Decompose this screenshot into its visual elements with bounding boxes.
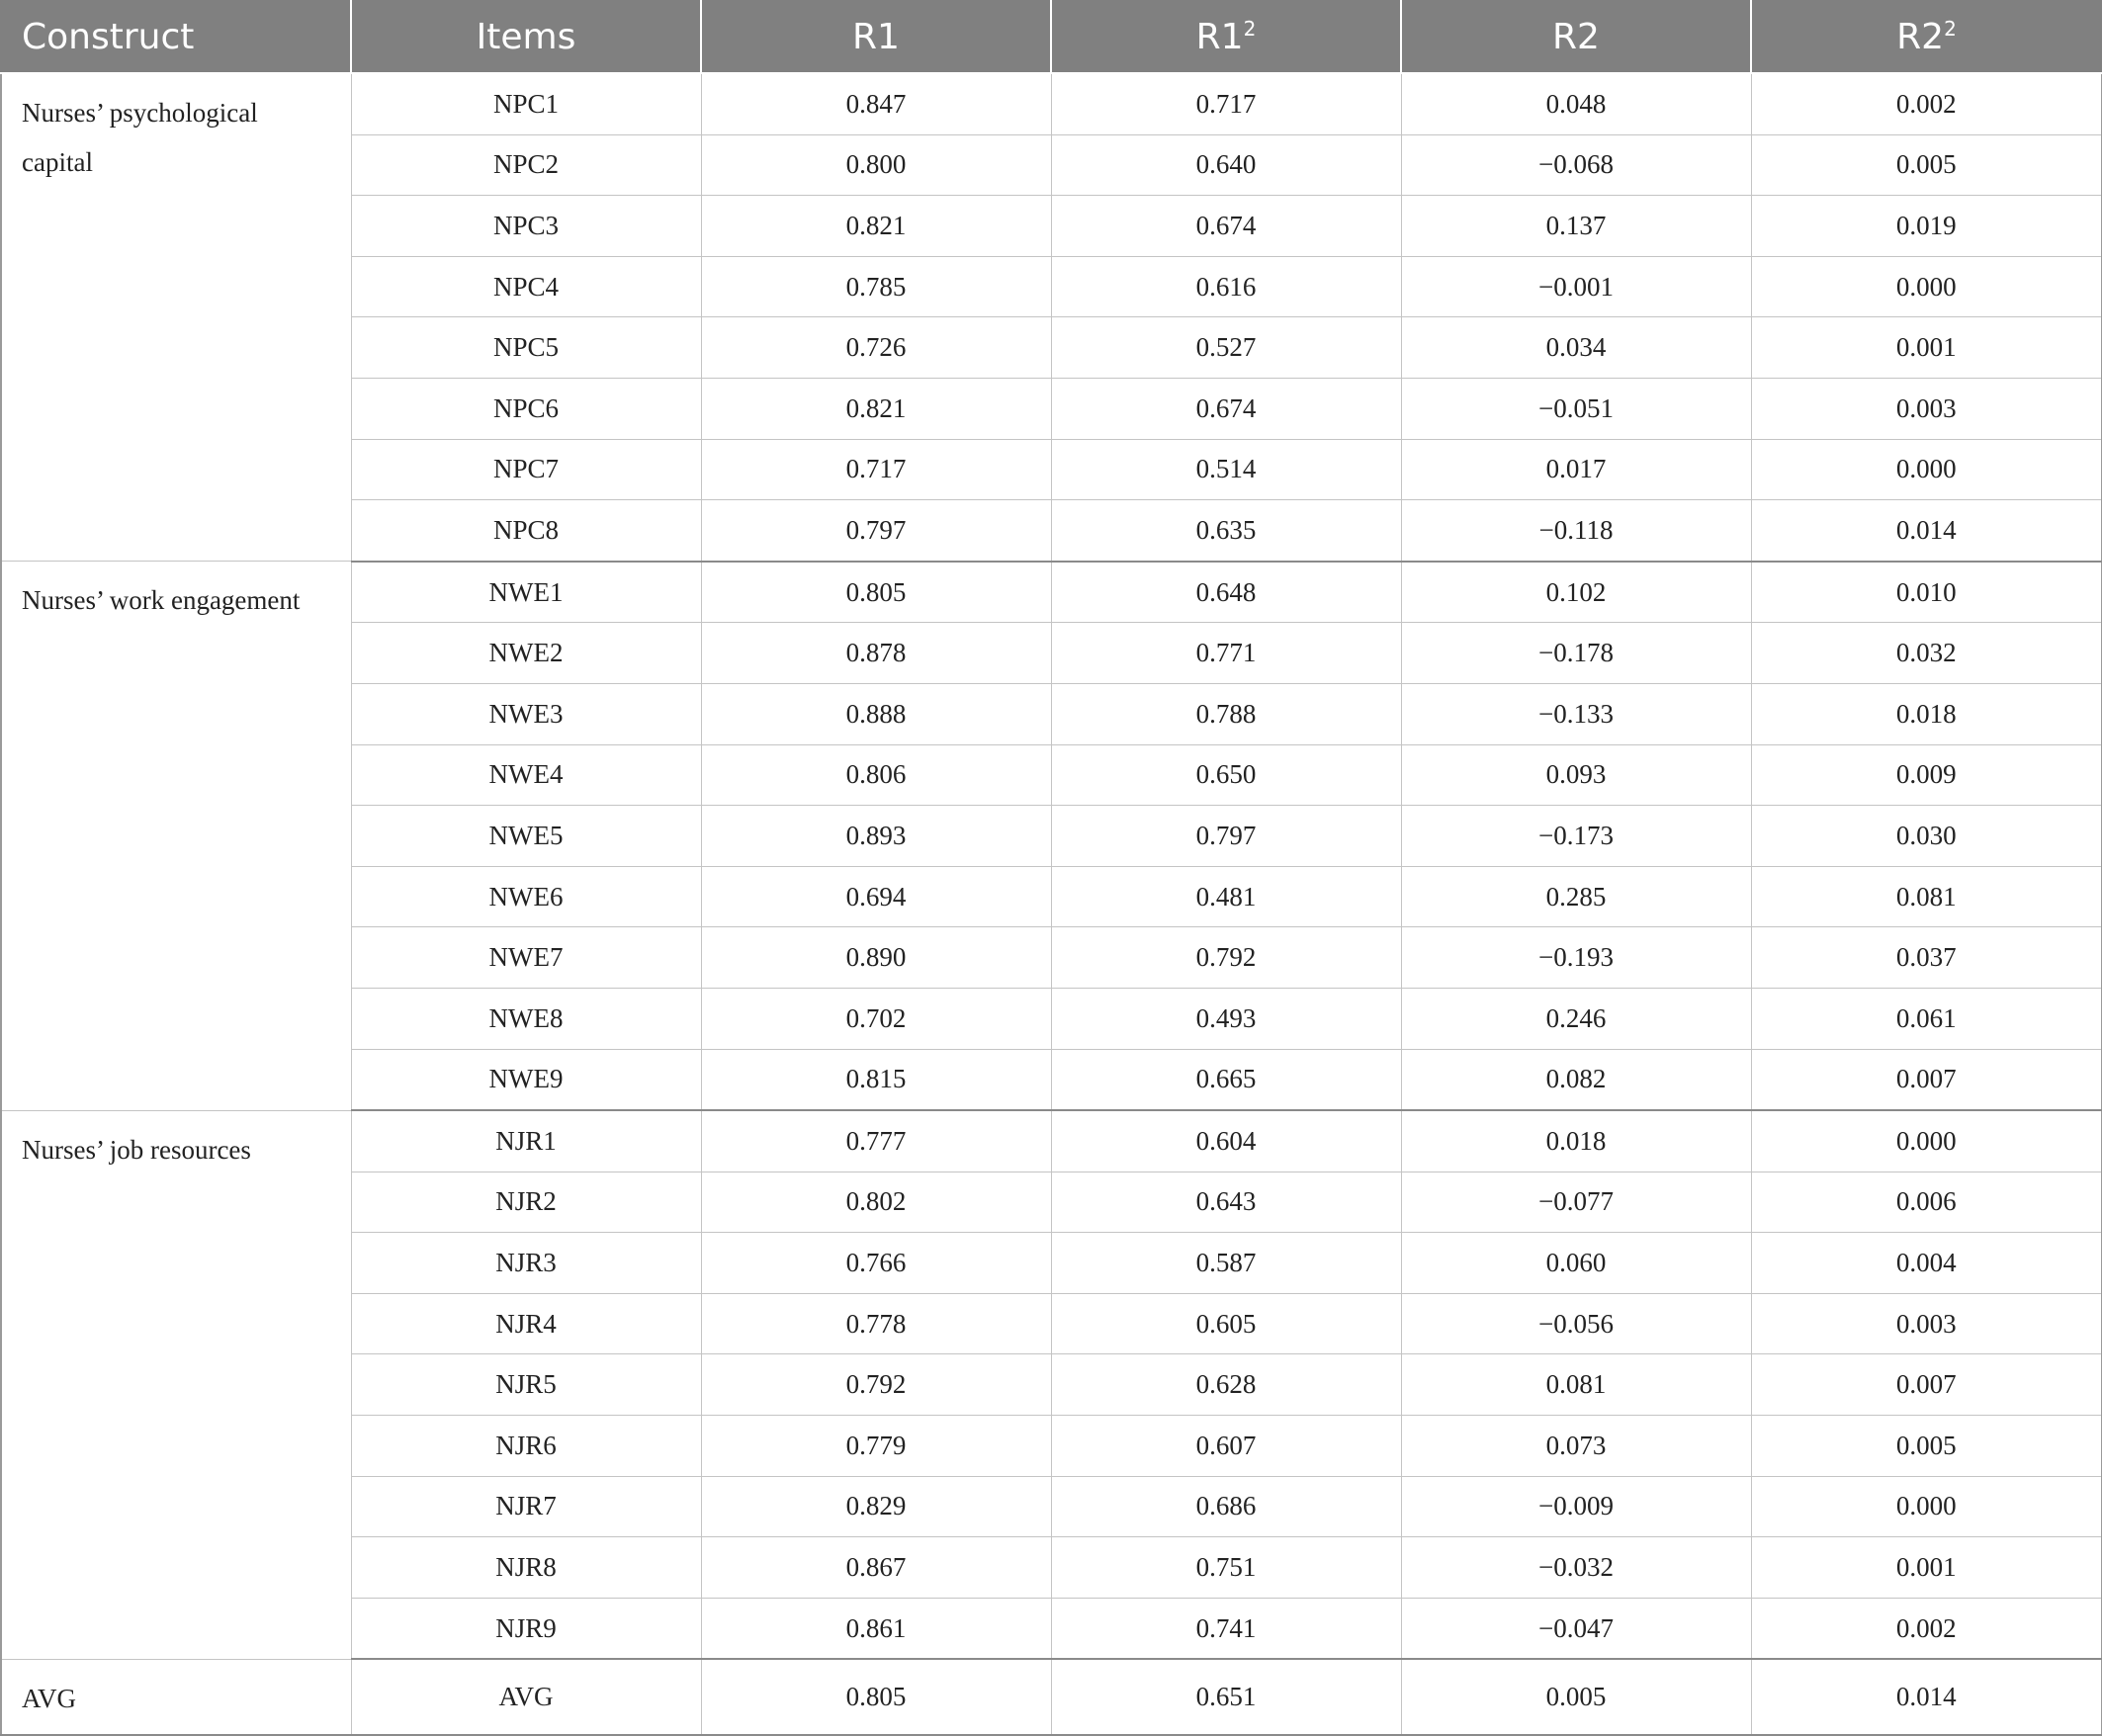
header-r1: R1 xyxy=(701,1,1051,73)
cell-r2: −0.173 xyxy=(1401,806,1751,867)
cell-r2: 0.102 xyxy=(1401,562,1751,623)
cell-item: NJR3 xyxy=(351,1233,701,1294)
cell-construct: Nurses’ job resources xyxy=(1,1110,351,1659)
cell-r1: 0.847 xyxy=(701,73,1051,134)
cell-r1: 0.878 xyxy=(701,623,1051,684)
cell-r1: 0.815 xyxy=(701,1049,1051,1110)
cell-item: NPC4 xyxy=(351,256,701,317)
cell-r1: 0.778 xyxy=(701,1293,1051,1354)
cell-r1-squared: 0.788 xyxy=(1051,683,1401,744)
cell-item: NWE6 xyxy=(351,866,701,927)
table-body xyxy=(1,73,2102,1735)
cell-r1: 0.806 xyxy=(701,744,1051,806)
cell-r2-squared: 0.001 xyxy=(1751,317,2102,379)
cell-r1-squared: 0.616 xyxy=(1051,256,1401,317)
cell-r2: −0.077 xyxy=(1401,1172,1751,1233)
cell-r1-squared: 0.751 xyxy=(1051,1537,1401,1599)
cell-r2: 0.018 xyxy=(1401,1110,1751,1172)
cell-r2-squared: 0.061 xyxy=(1751,988,2102,1049)
cell-r2-squared: 0.005 xyxy=(1751,1416,2102,1477)
cell-r1-squared: 0.605 xyxy=(1051,1293,1401,1354)
cell-r2-squared: 0.032 xyxy=(1751,623,2102,684)
cell-r2: −0.051 xyxy=(1401,378,1751,439)
cell-r1: 0.805 xyxy=(701,562,1051,623)
cell-r2-squared: 0.007 xyxy=(1751,1049,2102,1110)
cell-item: NWE8 xyxy=(351,988,701,1049)
cell-r2-squared: 0.000 xyxy=(1751,256,2102,317)
cell-r2-squared: 0.030 xyxy=(1751,806,2102,867)
cell-r2-squared: 0.019 xyxy=(1751,196,2102,257)
cell-r2-squared: 0.001 xyxy=(1751,1537,2102,1599)
cell-r1: 0.890 xyxy=(701,927,1051,989)
table-row xyxy=(1,73,2102,134)
cell-r2: −0.056 xyxy=(1401,1293,1751,1354)
cell-r1: 0.726 xyxy=(701,317,1051,379)
cell-r1: 0.779 xyxy=(701,1416,1051,1477)
cell-r2-squared: 0.010 xyxy=(1751,562,2102,623)
cell-r1-squared: 0.674 xyxy=(1051,196,1401,257)
header-row xyxy=(1,1,2102,73)
cell-r2-squared: 0.000 xyxy=(1751,1476,2102,1537)
cell-r1-squared: 0.628 xyxy=(1051,1354,1401,1416)
cell-r1-squared: 0.792 xyxy=(1051,927,1401,989)
cell-r2-squared: 0.037 xyxy=(1751,927,2102,989)
cell-item: NJR1 xyxy=(351,1110,701,1172)
header-r2-squared: $R2^2$ xyxy=(1751,1,2102,73)
cell-r2-squared: 0.000 xyxy=(1751,1110,2102,1172)
cell-r2: −0.001 xyxy=(1401,256,1751,317)
cell-r1: 0.867 xyxy=(701,1537,1051,1599)
cell-r1-squared: 0.674 xyxy=(1051,378,1401,439)
cell-construct: AVG xyxy=(1,1659,351,1734)
cell-item: NPC3 xyxy=(351,196,701,257)
cell-r2-squared: 0.006 xyxy=(1751,1172,2102,1233)
cell-r1-squared: 0.651 xyxy=(1051,1659,1401,1734)
cell-r2: 0.017 xyxy=(1401,439,1751,500)
cell-r2-squared: 0.081 xyxy=(1751,866,2102,927)
cell-item: NPC8 xyxy=(351,500,701,562)
cell-r1: 0.766 xyxy=(701,1233,1051,1294)
cell-r2: −0.009 xyxy=(1401,1476,1751,1537)
cell-r1-squared: 0.650 xyxy=(1051,744,1401,806)
cell-item: NJR8 xyxy=(351,1537,701,1599)
cell-r2: −0.047 xyxy=(1401,1598,1751,1659)
cell-r1: 0.717 xyxy=(701,439,1051,500)
cell-r1: 0.694 xyxy=(701,866,1051,927)
cell-r2: 0.005 xyxy=(1401,1659,1751,1734)
header-r1-squared: $R1^2$ xyxy=(1051,1,1401,73)
cell-r2: 0.034 xyxy=(1401,317,1751,379)
cell-r1: 0.702 xyxy=(701,988,1051,1049)
cell-item: AVG xyxy=(351,1659,701,1734)
cell-r1-squared: 0.686 xyxy=(1051,1476,1401,1537)
cell-r1-squared: 0.604 xyxy=(1051,1110,1401,1172)
cell-r1-squared: 0.635 xyxy=(1051,500,1401,562)
cell-r1: 0.792 xyxy=(701,1354,1051,1416)
cell-r2: −0.068 xyxy=(1401,134,1751,196)
cell-r2: 0.081 xyxy=(1401,1354,1751,1416)
cell-r2: 0.082 xyxy=(1401,1049,1751,1110)
cell-r1: 0.861 xyxy=(701,1598,1051,1659)
cell-r2: 0.246 xyxy=(1401,988,1751,1049)
cell-r2: −0.032 xyxy=(1401,1537,1751,1599)
header-construct: Construct xyxy=(1,1,351,73)
cell-construct: Nurses’ psychological capital xyxy=(1,73,351,562)
cell-r1: 0.797 xyxy=(701,500,1051,562)
cell-r2-squared: 0.014 xyxy=(1751,1659,2102,1734)
cell-r2: 0.285 xyxy=(1401,866,1751,927)
cell-item: NJR9 xyxy=(351,1598,701,1659)
cell-r2-squared: 0.004 xyxy=(1751,1233,2102,1294)
cell-item: NWE5 xyxy=(351,806,701,867)
cell-construct: Nurses’ work engagement xyxy=(1,562,351,1110)
cell-r1-squared: 0.514 xyxy=(1051,439,1401,500)
cell-item: NWE1 xyxy=(351,562,701,623)
cell-r2-squared: 0.002 xyxy=(1751,1598,2102,1659)
cell-r1-squared: 0.607 xyxy=(1051,1416,1401,1477)
cell-r1-squared: 0.527 xyxy=(1051,317,1401,379)
cell-r2-squared: 0.003 xyxy=(1751,1293,2102,1354)
cell-r1-squared: 0.797 xyxy=(1051,806,1401,867)
cell-r1: 0.777 xyxy=(701,1110,1051,1172)
cell-r2-squared: 0.014 xyxy=(1751,500,2102,562)
table-header xyxy=(1,1,2102,73)
cell-r1: 0.805 xyxy=(701,1659,1051,1734)
cell-r2: 0.048 xyxy=(1401,73,1751,134)
cell-r2-squared: 0.002 xyxy=(1751,73,2102,134)
cell-r1-squared: 0.493 xyxy=(1051,988,1401,1049)
cell-r2-squared: 0.007 xyxy=(1751,1354,2102,1416)
cell-item: NJR7 xyxy=(351,1476,701,1537)
cell-item: NJR5 xyxy=(351,1354,701,1416)
cell-r2: 0.137 xyxy=(1401,196,1751,257)
cell-item: NWE4 xyxy=(351,744,701,806)
cell-r2: −0.133 xyxy=(1401,683,1751,744)
cell-r1-squared: 0.717 xyxy=(1051,73,1401,134)
cell-r2: 0.060 xyxy=(1401,1233,1751,1294)
cell-r1-squared: 0.640 xyxy=(1051,134,1401,196)
cell-r2: 0.093 xyxy=(1401,744,1751,806)
table-row xyxy=(1,562,2102,623)
cell-r1: 0.785 xyxy=(701,256,1051,317)
cell-r2: −0.178 xyxy=(1401,623,1751,684)
table-row xyxy=(1,1659,2102,1734)
cell-r1: 0.893 xyxy=(701,806,1051,867)
cell-r2-squared: 0.005 xyxy=(1751,134,2102,196)
cell-r1-squared: 0.665 xyxy=(1051,1049,1401,1110)
cell-r1: 0.829 xyxy=(701,1476,1051,1537)
cell-r1: 0.800 xyxy=(701,134,1051,196)
cell-r1-squared: 0.741 xyxy=(1051,1598,1401,1659)
cell-r1: 0.802 xyxy=(701,1172,1051,1233)
cell-item: NWE3 xyxy=(351,683,701,744)
cell-r2-squared: 0.018 xyxy=(1751,683,2102,744)
header-r2: R2 xyxy=(1401,1,1751,73)
cell-r2-squared: 0.003 xyxy=(1751,378,2102,439)
header-items: Items xyxy=(351,1,701,73)
cell-r2: −0.118 xyxy=(1401,500,1751,562)
cell-item: NPC7 xyxy=(351,439,701,500)
cell-item: NJR2 xyxy=(351,1172,701,1233)
cell-r2: −0.193 xyxy=(1401,927,1751,989)
cell-item: NWE2 xyxy=(351,623,701,684)
cell-item: NJR4 xyxy=(351,1293,701,1354)
cell-item: NJR6 xyxy=(351,1416,701,1477)
table-row xyxy=(1,1110,2102,1172)
cell-r2-squared: 0.000 xyxy=(1751,439,2102,500)
cell-item: NWE9 xyxy=(351,1049,701,1110)
cell-r1-squared: 0.481 xyxy=(1051,866,1401,927)
cell-r1: 0.821 xyxy=(701,378,1051,439)
cell-item: NWE7 xyxy=(351,927,701,989)
cell-r1-squared: 0.771 xyxy=(1051,623,1401,684)
cell-item: NPC6 xyxy=(351,378,701,439)
cell-item: NPC5 xyxy=(351,317,701,379)
cell-r1: 0.821 xyxy=(701,196,1051,257)
cell-r1-squared: 0.648 xyxy=(1051,562,1401,623)
cell-r1-squared: 0.587 xyxy=(1051,1233,1401,1294)
cell-item: NPC1 xyxy=(351,73,701,134)
cell-r2: 0.073 xyxy=(1401,1416,1751,1477)
cell-item: NPC2 xyxy=(351,134,701,196)
cell-r1: 0.888 xyxy=(701,683,1051,744)
cell-r1-squared: 0.643 xyxy=(1051,1172,1401,1233)
cell-r2-squared: 0.009 xyxy=(1751,744,2102,806)
